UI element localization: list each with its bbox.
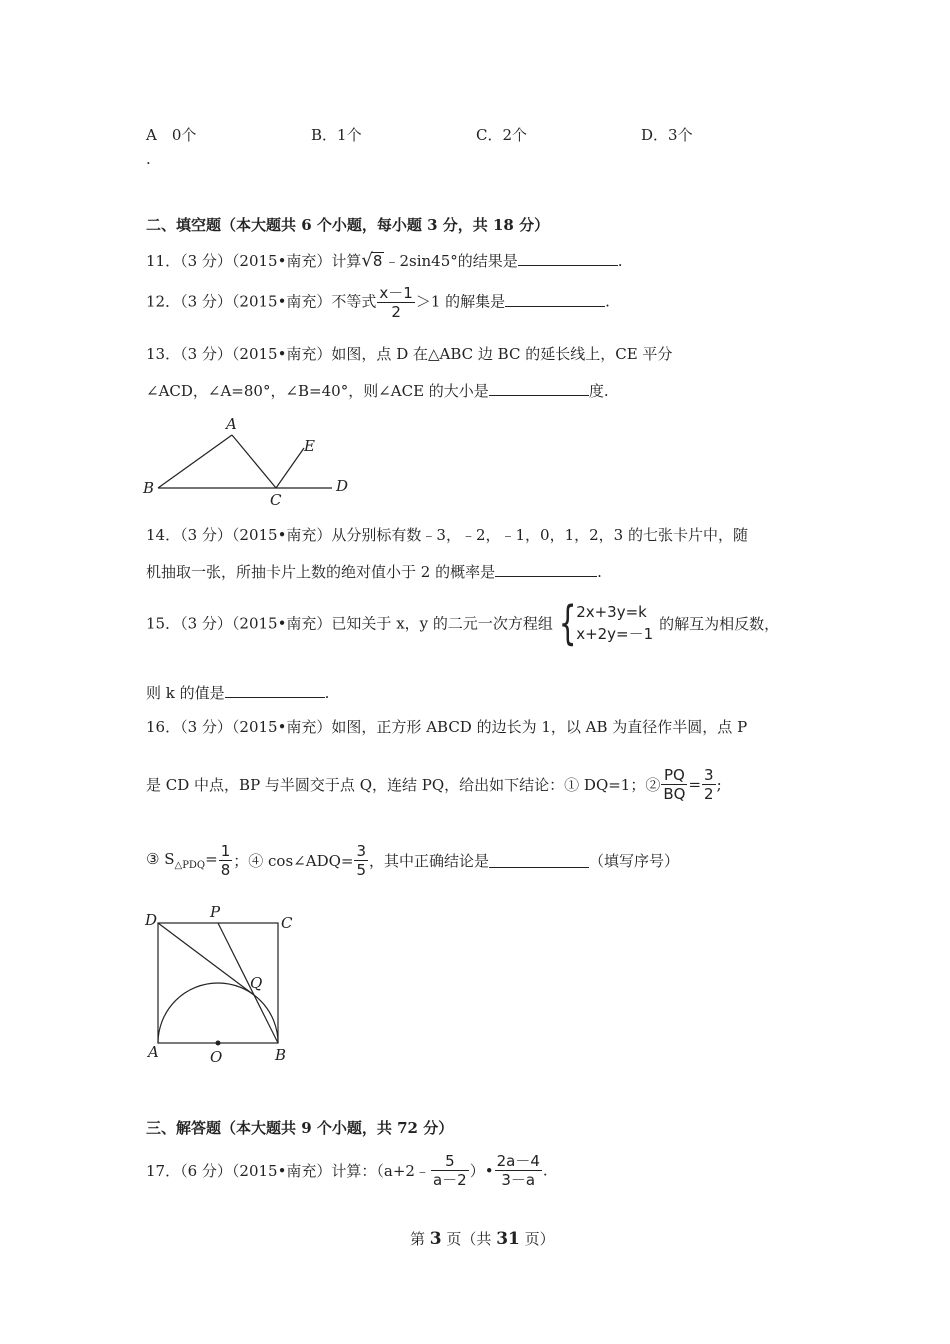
question-13-line2: ∠ACD，∠A=80°，∠B=40°，则∠ACE 的大小是 度. bbox=[146, 382, 609, 400]
page-footer: 第 3 页（共 31 页） bbox=[410, 1229, 555, 1249]
question-14-line1: 14．（3 分）（2015•南充）从分别标有数﹣3，﹣2，﹣1，0，1，2，3 的七张卡片中，随 bbox=[146, 526, 748, 544]
section-2-title: 二、填空题（本大题共 6 个小题，每小题 3 分，共 18 分） bbox=[146, 216, 550, 234]
option-c: C．2个 bbox=[476, 126, 528, 144]
answer-blank-15 bbox=[225, 683, 325, 698]
label-d: D bbox=[336, 477, 349, 495]
label-b: B bbox=[275, 1046, 287, 1064]
question-11: 11．（3 分）（2015•南充）计算√8 ﹣2sin45°的结果是 . bbox=[146, 250, 623, 271]
segment-ac bbox=[232, 435, 276, 488]
label-p: P bbox=[210, 903, 221, 921]
square-figure bbox=[140, 900, 300, 1070]
equation-system: 2x+3y=k x+2y=－1 bbox=[576, 603, 654, 643]
question-15-line2: 则 k 的值是 . bbox=[146, 684, 330, 702]
question-13-line1: 13．（3 分）（2015•南充）如图，点 D 在△ABC 边 BC 的延长线上，CE 平分 bbox=[146, 345, 673, 363]
label-b: B bbox=[143, 479, 155, 497]
center-point-o bbox=[216, 1041, 221, 1046]
label-d: D bbox=[145, 911, 158, 929]
question-16-line2: 是 CD 中点，BP 与半圆交于点 Q，连结 PQ，给出如下结论：① DQ=1；② $\frac{PQ}{BQ}$ = $\frac{3}{2}$ ; bbox=[146, 766, 722, 803]
answer-blank-13 bbox=[489, 381, 589, 396]
label-a: A bbox=[148, 1043, 159, 1061]
label-a: A bbox=[226, 415, 237, 433]
question-15: 15．（3 分）（2015•南充）已知关于 x，y 的二元一次方程组 { 2x+3y=k x+2y=－1 的解互为相反数， bbox=[146, 596, 780, 650]
segment-ba bbox=[158, 435, 232, 488]
triangle-figure bbox=[140, 415, 355, 510]
question-12: 12．（3 分）（2015•南充）不等式 $\frac{x-1}{2}$ ＞1 的解集是 . bbox=[146, 284, 610, 321]
answer-blank-11 bbox=[518, 251, 618, 266]
option-b: B．1个 bbox=[311, 126, 362, 144]
option-dot: . bbox=[146, 150, 151, 168]
question-16-line3: ③ $S_{\triangle PDQ}=$ $\frac{1}{8}$ ；④ cos∠ADQ= $\frac{3}{5}$ ，其中正确结论是 （填写序号） bbox=[146, 842, 680, 879]
question-17: 17．（6 分）（2015•南充）计算：（a+2﹣ $\frac{5}{a-2}$ ）• $\frac{2a-4}{3-a}$ . bbox=[146, 1152, 548, 1189]
section-3-title: 三、解答题（本大题共 9 个小题，共 72 分） bbox=[146, 1119, 454, 1137]
segment-ce bbox=[276, 448, 304, 488]
semicircle bbox=[158, 983, 278, 1043]
label-c: C bbox=[281, 914, 293, 932]
option-d: D．3个 bbox=[641, 126, 693, 144]
option-a: A 0个 bbox=[146, 126, 197, 144]
label-c: C bbox=[270, 491, 282, 509]
question-14-line2: 机抽取一张，所抽卡片上数的绝对值小于 2 的概率是 . bbox=[146, 563, 602, 581]
label-o: O bbox=[210, 1048, 223, 1066]
label-e: E bbox=[304, 437, 315, 455]
segment-bp bbox=[218, 923, 278, 1043]
answer-blank-14 bbox=[495, 562, 597, 577]
label-q: Q bbox=[250, 974, 263, 992]
answer-blank-12 bbox=[505, 292, 605, 307]
question-16-line1: 16．（3 分）（2015•南充）如图，正方形 ABCD 的边长为 1，以 AB 为直径作半圆，点 P bbox=[146, 718, 748, 736]
answer-blank-16 bbox=[489, 853, 589, 868]
